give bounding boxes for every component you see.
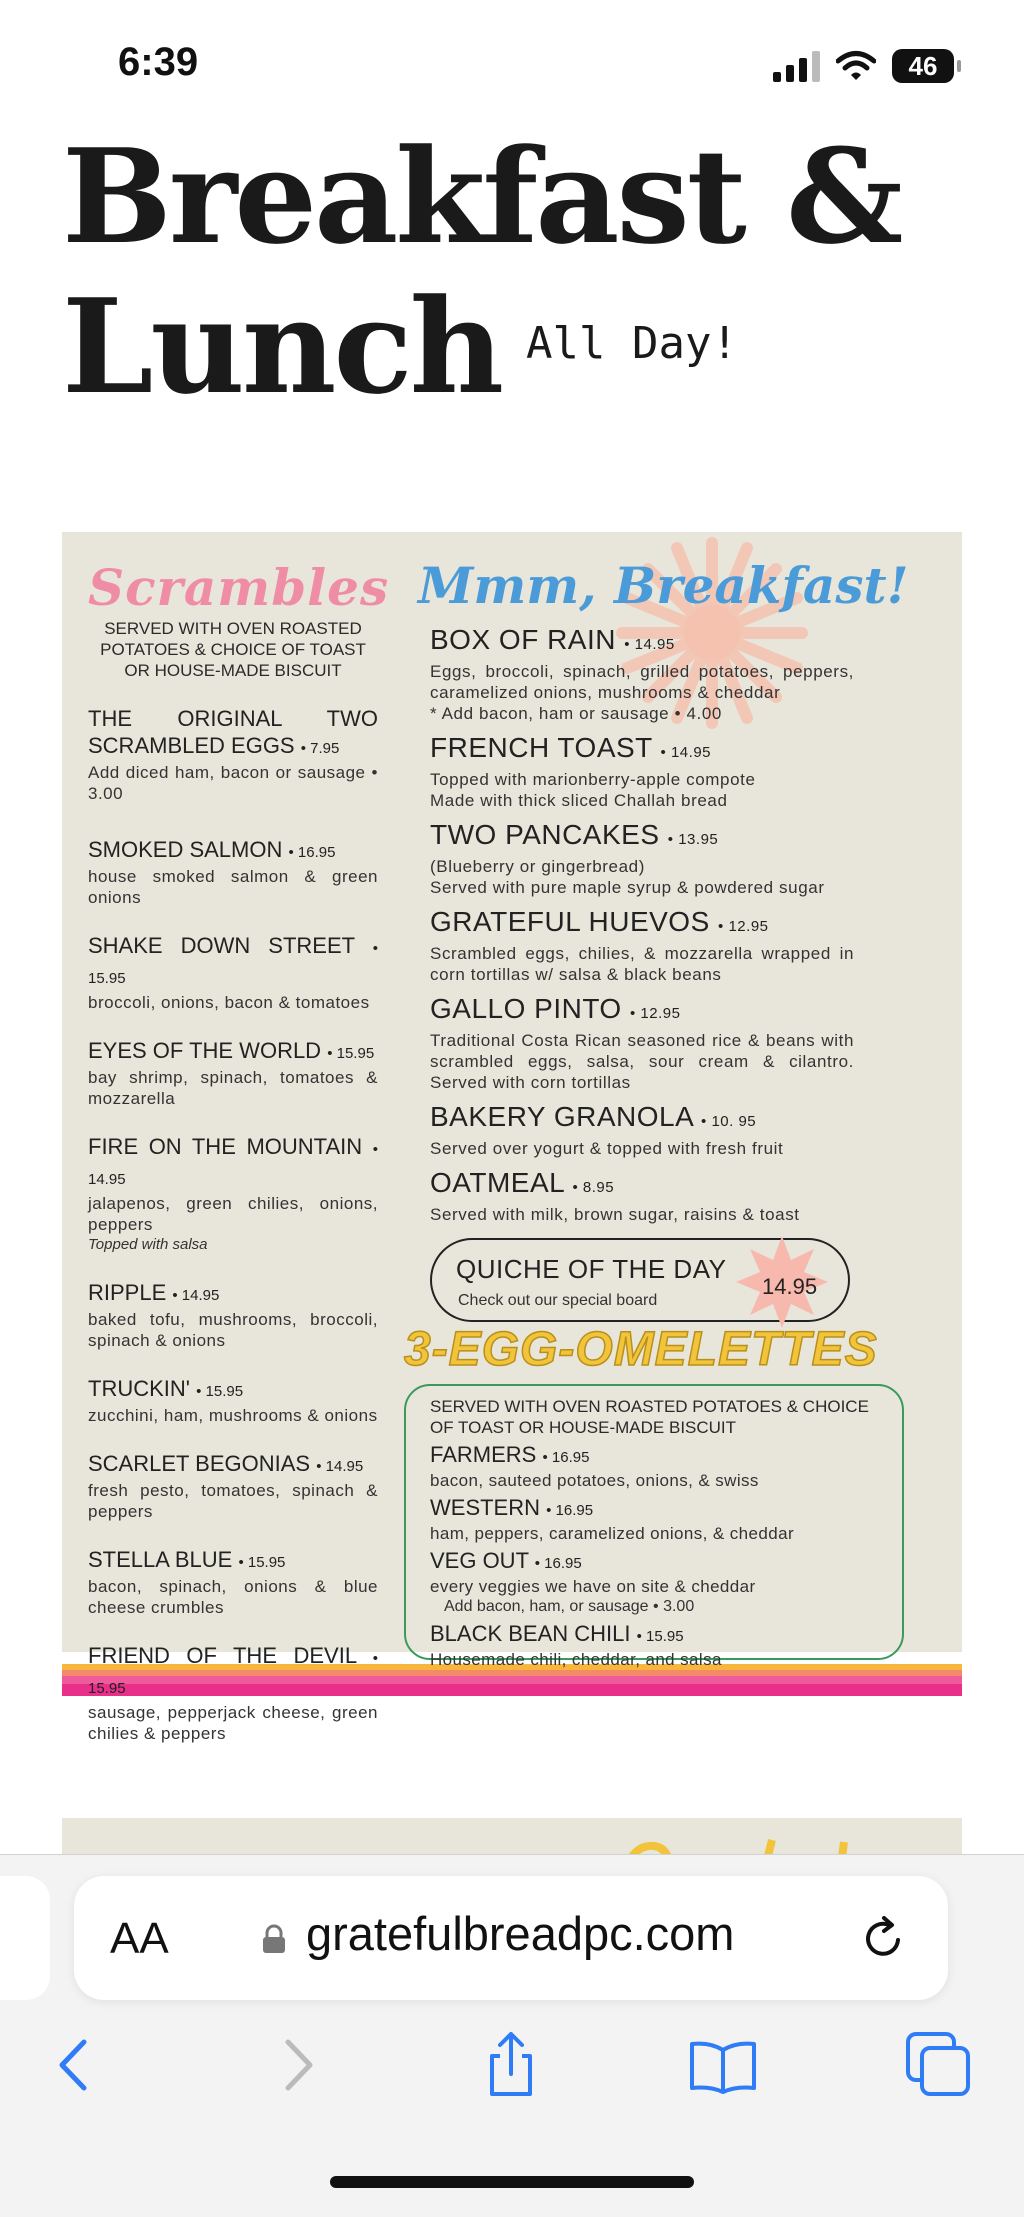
bookmarks-icon[interactable] [688, 2030, 758, 2100]
item-price: • 12.95 [630, 1005, 681, 1022]
item-name: SCARLET BEGONIAS [88, 1451, 311, 1476]
quiche-note: Check out our special board [458, 1292, 658, 1309]
item-desc: (Blueberry or gingerbread) [430, 857, 645, 876]
item-desc: house smoked salmon & green onions [88, 867, 378, 907]
item-name: STELLA BLUE [88, 1547, 233, 1572]
quiche-title: QUICHE OF THE DAY [456, 1254, 727, 1284]
item-price: • 15.95 [238, 1554, 286, 1571]
item-price: • 14.95 [624, 636, 675, 653]
scramble-item [88, 836, 378, 908]
item-name: RIPPLE [88, 1280, 167, 1305]
share-icon[interactable] [476, 2030, 546, 2100]
item-price: • 16.95 [542, 1449, 590, 1466]
item-price: • 15.95 [88, 1650, 378, 1697]
item-name: GRATEFUL HUEVOS [430, 906, 710, 937]
item-desc: jalapenos, green chilies, onions, peppers [88, 1194, 378, 1234]
item-note: Topped with salsa [88, 1236, 208, 1253]
page-title [62, 122, 900, 422]
item-price: • 16.95 [534, 1555, 582, 1572]
omelettes-section [430, 1396, 880, 1670]
item-price: • 15.95 [636, 1628, 684, 1645]
item-desc: Housemade chili, cheddar, and salsa [430, 1650, 722, 1669]
item-desc: Scrambled eggs, chilies, & mozzarella wrapped in corn tortillas w/ salsa & black beans [430, 944, 854, 984]
breakfast-heading: Mmm, Breakfast! [418, 556, 909, 615]
item-desc: baked tofu, mushrooms, broccoli, spinach & onions [88, 1310, 378, 1350]
item-price: • 7.95 [300, 740, 340, 757]
aa-label: AA [110, 1914, 169, 1963]
previous-tab-peek[interactable] [0, 1876, 50, 2000]
signal-icon [773, 50, 820, 82]
item-name: BOX OF RAIN [430, 624, 616, 655]
scramble-item [88, 1546, 378, 1618]
item-desc: ham, peppers, caramelized onions, & cheddar [430, 1524, 795, 1543]
item-desc: zucchini, ham, mushrooms & onions [88, 1406, 378, 1425]
item-name: FRIEND OF THE DEVIL [88, 1643, 357, 1668]
scramble-item [88, 1642, 378, 1744]
home-indicator [330, 2176, 694, 2188]
scramble-item [88, 1450, 378, 1522]
omelette-item [430, 1442, 880, 1491]
breakfast-item [430, 906, 854, 985]
forward-icon[interactable] [262, 2030, 332, 2100]
item-price: • 8.95 [572, 1179, 615, 1196]
reload-icon[interactable] [856, 1910, 912, 1966]
breakfast-item [430, 1167, 854, 1225]
item-name: FRENCH TOAST [430, 732, 653, 763]
breakfast-section [430, 624, 854, 1225]
breakfast-item [430, 624, 854, 724]
item-sub: Add bacon, ham, or sausage • 3.00 [444, 1598, 695, 1615]
item-desc: Traditional Costa Rican seasoned rice & beans with scrambled eggs, salsa, sour cream & cilantro. Served with corn tortillas [430, 1031, 854, 1092]
address-bar[interactable] [74, 1876, 948, 2000]
item-name: OATMEAL [430, 1167, 565, 1198]
item-name: SHAKE DOWN STREET [88, 933, 355, 958]
scramble-item [88, 705, 378, 804]
item-price: • 14.95 [172, 1287, 220, 1304]
item-price: • 15.95 [327, 1045, 375, 1062]
scrambles-note: SERVED WITH OVEN ROASTED POTATOES & CHOICE OF TOAST OR HOUSE-MADE BISCUIT [100, 619, 366, 680]
title-line-1: Breakfast & [62, 120, 901, 273]
item-name: EYES OF THE WORLD [88, 1038, 322, 1063]
item-price: • 14.95 [316, 1458, 364, 1475]
breakfast-item [430, 993, 854, 1093]
scramble-item [88, 932, 378, 1013]
url-text[interactable]: gratefulbreadpc.com [306, 1907, 735, 1960]
status-time: 6:39 [118, 40, 199, 84]
item-name: GALLO PINTO [430, 993, 622, 1024]
lock-icon [260, 1924, 288, 1954]
breakfast-item [430, 819, 854, 898]
item-name: FIRE ON THE MOUNTAIN [88, 1134, 363, 1159]
scramble-item [88, 1037, 378, 1109]
item-desc: bacon, sauteed potatoes, onions, & swiss [430, 1471, 759, 1490]
item-name: THE ORIGINAL TWO SCRAMBLED EGGS [88, 706, 378, 758]
wifi-icon [836, 50, 876, 82]
page-subtitle: All Day! [526, 318, 738, 369]
item-name: VEG OUT [430, 1548, 529, 1573]
item-name: SMOKED SALMON [88, 837, 283, 862]
scramble-item [88, 1279, 378, 1351]
item-price: • 15.95 [196, 1383, 244, 1400]
item-price: • 16.95 [288, 844, 336, 861]
item-price: • 12.95 [718, 918, 769, 935]
item-price: • 14.95 [88, 1141, 378, 1188]
item-price: • 16.95 [546, 1502, 594, 1519]
quiche-pill [430, 1238, 850, 1322]
item-extra: * Add bacon, ham or sausage • 4.00 [430, 704, 722, 723]
item-desc: bacon, spinach, onions & blue cheese crumbles [88, 1577, 378, 1617]
omelette-item [430, 1621, 880, 1670]
item-desc: sausage, pepperjack cheese, green chilies & peppers [88, 1703, 378, 1743]
item-desc: Served with milk, brown sugar, raisins & toast [430, 1205, 800, 1224]
battery-level: 46 [908, 50, 938, 81]
status-icons [773, 46, 954, 86]
scramble-item [88, 1133, 378, 1255]
item-desc: bay shrimp, spinach, tomatoes & mozzarella [88, 1068, 378, 1108]
item-name: BLACK BEAN CHILI [430, 1621, 631, 1646]
back-icon[interactable] [40, 2030, 110, 2100]
item-name: TWO PANCAKES [430, 819, 660, 850]
quiche-price: 14.95 [762, 1274, 818, 1299]
item-desc: Served over yogurt & topped with fresh fruit [430, 1139, 784, 1158]
item-desc: every veggies we have on site & cheddar [430, 1577, 756, 1596]
breakfast-item [430, 1101, 854, 1159]
omelettes-note: SERVED WITH OVEN ROASTED POTATOES & CHOICE OF TOAST OR HOUSE-MADE BISCUIT [430, 1397, 869, 1437]
item-price: • 14.95 [660, 744, 712, 761]
item-extra: Served with pure maple syrup & powdered sugar [430, 878, 825, 897]
scramble-item [88, 1375, 378, 1426]
item-desc: Eggs, broccoli, spinach, grilled potatoes, peppers, caramelized onions, mushrooms & cheddar [430, 662, 854, 702]
item-desc: broccoli, onions, bacon & tomatoes [88, 993, 370, 1012]
omelette-item [430, 1548, 880, 1617]
item-extra: Made with thick sliced Challah bread [430, 791, 728, 810]
breakfast-item [430, 732, 854, 811]
item-price: • 10. 95 [701, 1113, 757, 1130]
item-name: TRUCKIN' [88, 1376, 190, 1401]
item-name: FARMERS [430, 1442, 537, 1467]
battery-icon [892, 49, 954, 83]
item-desc: Add diced ham, bacon or sausage • 3.00 [88, 763, 378, 803]
item-desc: Topped with marionberry-apple compote [430, 770, 756, 789]
omelette-item [430, 1495, 880, 1544]
item-price: • 15.95 [88, 940, 378, 987]
item-desc: fresh pesto, tomatoes, spinach & peppers [88, 1481, 378, 1521]
tabs-icon[interactable] [904, 2030, 974, 2100]
omelettes-heading: 3-EGG-OMELETTES [404, 1323, 878, 1376]
item-price: • 13.95 [667, 831, 719, 848]
scrambles-heading: Scrambles [88, 558, 390, 617]
item-name: BAKERY GRANOLA [430, 1101, 693, 1132]
item-name: WESTERN [430, 1495, 540, 1520]
scrambles-section [88, 558, 390, 1744]
reader-aa-button[interactable] [110, 1914, 169, 1964]
title-line-2: Lunch [62, 270, 502, 423]
